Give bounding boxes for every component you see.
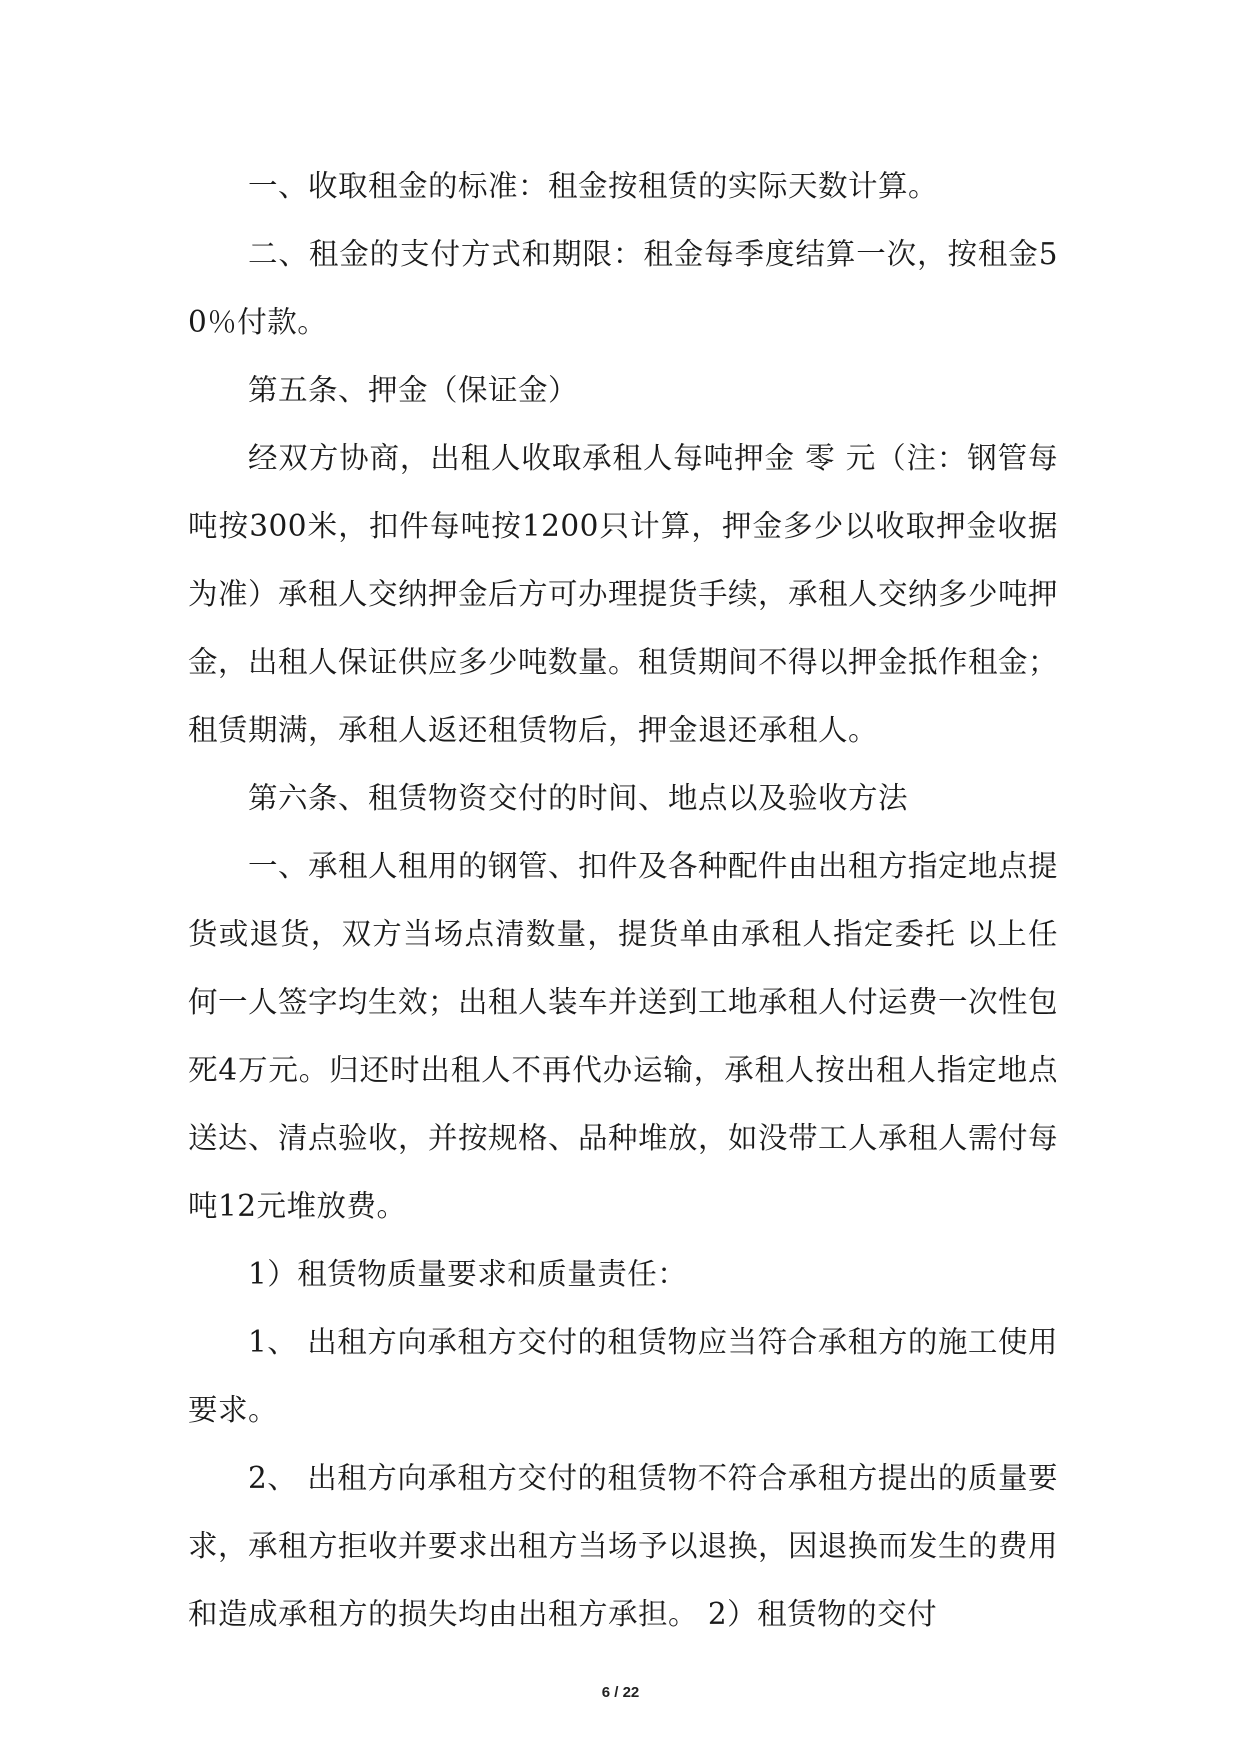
- subheading-quality: 1）租赁物质量要求和质量责任：: [248, 1257, 688, 1291]
- document-body: [188, 152, 1058, 1648]
- heading-article-5: 第五条、押金（保证金）: [248, 373, 579, 407]
- heading-article-6: 第六条、租赁物资交付的时间、地点以及验收方法: [248, 781, 909, 815]
- paragraph-quality-1: 1、 出租方向承租方交付的租赁物应当符合承租方的施工使用要求。: [188, 1325, 1058, 1427]
- paragraph-payment-terms: 二、租金的支付方式和期限：租金每季度结算一次，按租金50％付款。: [188, 237, 1058, 339]
- paragraph-deposit: 经双方协商，出租人收取承租人每吨押金 零 元（注：钢管每吨按300米，扣件每吨按1200只计算，押金多少以收取押金收据为准）承租人交纳押金后方可办理提货手续，承租人交纳多少吨押金，出租人保证供应多少吨数量。租赁期间不得以押金抵作租金；租赁期满，承租人返还租赁物后，押金退还承租人。: [188, 441, 1059, 747]
- paragraph-delivery-location: 一、承租人租用的钢管、扣件及各种配件由出租方指定地点提货或退货，双方当场点清数量，提货单由承租人指定委托 以上任何一人签字均生效；出租人装车并送到工地承租人付运费一次性包死4万元。归还时出租人不再代办运输，承租人按出租人指定地点送达、清点验收，并按规格、品种堆放，如没带工人承租人需付每吨12元堆放费。: [188, 849, 1059, 1223]
- paragraph-quality-2: 2、 出租方向承租方交付的租赁物不符合承租方提出的质量要求，承租方拒收并要求出租方当场予以退换，因退换而发生的费用和造成承租方的损失均由出租方承担。 2）租赁物的交付: [188, 1461, 1059, 1631]
- paragraph-rent-standard: 一、收取租金的标准：租金按租赁的实际天数计算。: [248, 169, 939, 203]
- page-number: 6 / 22: [601, 1684, 640, 1701]
